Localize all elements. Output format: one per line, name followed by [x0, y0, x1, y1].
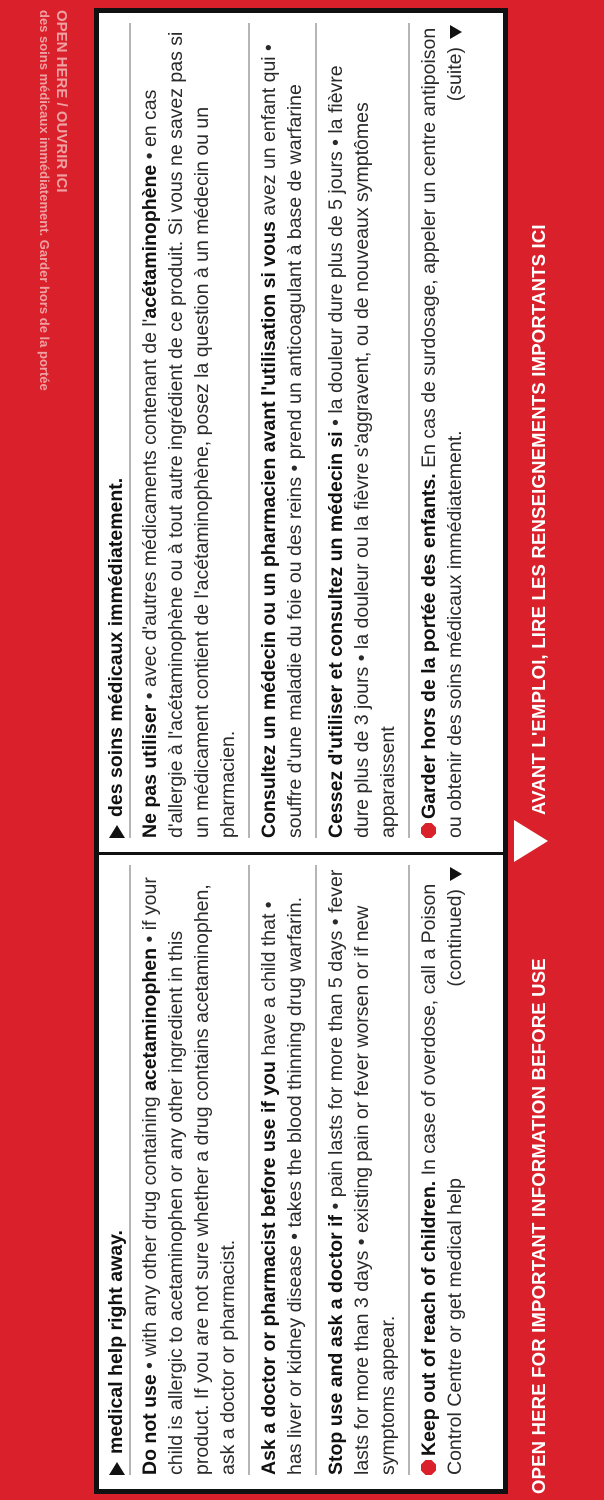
fr-garder-heading: Garder hors de la portée des enfants. — [418, 473, 440, 819]
triangle-right-icon — [109, 825, 125, 838]
fr-ne-pas-text1: • avec d'autres médicaments contenant de l' — [139, 318, 161, 700]
top-flap-fragment: des soins médicaux immédiatement. Garder hors de la portée — [37, 10, 52, 391]
fr-acetaminophene-bold: acétaminophène — [139, 164, 161, 319]
en-do-not-use-heading: Do not use — [139, 1374, 161, 1475]
open-here-french: AVANT L'EMPLOI, LIRE LES RENSEIGNEMENTS IMPORTANTS ICI — [528, 224, 549, 815]
en-do-not-use-section — [129, 865, 248, 1475]
arrow-down-icon — [514, 820, 548, 862]
triangle-down-icon — [450, 867, 462, 881]
en-keep-out-heading: Keep out of reach of children. — [418, 1180, 440, 1456]
fr-garder-section — [408, 23, 475, 838]
en-continued-text: (continued) — [444, 889, 466, 987]
top-flap-open-here: OPEN HERE / OUVRIR ICI — [53, 10, 70, 193]
en-stop-use-section — [315, 865, 408, 1475]
fr-cessez-heading: Cessez d'utiliser et consultez un médecin si — [325, 431, 347, 838]
en-acetaminophen-bold: acetaminophen — [139, 947, 161, 1091]
fr-garder-text: En cas de surdosage, appeler un centre antipoison ou obtenir des soins médicaux immédiatement. — [418, 27, 466, 838]
stop-sign-icon — [421, 823, 436, 838]
english-column — [99, 855, 503, 1489]
en-stop-use-heading: Stop use and ask a doctor if — [325, 1214, 347, 1475]
triangle-right-icon — [109, 1462, 125, 1475]
french-column — [99, 13, 503, 852]
open-here-strip[interactable] — [514, 0, 594, 1500]
triangle-down-icon — [450, 25, 462, 39]
en-stop-use-text: • pain lasts for more than 5 days • fever lasts for more than 3 days • existing pain or fever worsen or if new symptoms appear. — [325, 869, 399, 1475]
open-here-english: OPEN HERE FOR IMPORTANT INFORMATION BEFORE USE — [528, 958, 549, 1494]
fr-continued-marker — [442, 25, 468, 101]
fr-continued-text: (suite) — [444, 47, 466, 102]
fr-ne-pas-section — [129, 23, 248, 838]
en-continuation — [103, 865, 129, 1475]
fr-continuation — [103, 23, 129, 838]
en-continuation-text: medical help right away. — [105, 1230, 127, 1454]
fr-consultez-heading: Consultez un médecin ou un pharmacien avant l'utilisation si vous — [258, 221, 280, 838]
fr-continuation-text: des soins médicaux immédiatement. — [105, 477, 127, 817]
en-do-not-use-text1: • with any other drug containing — [139, 1096, 161, 1369]
en-ask-doctor-section — [248, 865, 315, 1475]
fr-cessez-text: • la douleur dure plus de 5 jours • la fièvre dure plus de 3 jours • la douleur ou la fièvre s'aggravent, ou de nouveaux symptômes apparaissent — [325, 65, 399, 838]
en-continued-marker — [442, 867, 468, 987]
en-keep-out-section — [408, 865, 475, 1475]
en-do-not-use-text2: • if your child is allergic to acetaminophen or any other ingredient in this product. If you are not sure whether a drug contains acetaminophen, ask a doctor or pharmacist. — [139, 877, 239, 1475]
top-flap-text — [10, 10, 70, 450]
column-divider — [99, 852, 503, 855]
fr-cessez-section — [315, 23, 408, 838]
drug-facts-panel — [94, 8, 508, 1494]
fr-ne-pas-heading: Ne pas utiliser — [139, 704, 161, 838]
en-keep-out-text: In case of overdose, call a Poison Control Centre or get medical help — [418, 883, 466, 1475]
stop-sign-icon — [421, 1460, 436, 1475]
en-ask-doctor-heading: Ask a doctor or pharmacist before use if you — [258, 1061, 280, 1475]
en-ask-doctor-text: have a child that • has liver or kidney disease • takes the blood thinning drug warfarin. — [258, 896, 306, 1475]
fr-consultez-text: avez un enfant qui • souffre d'une maladie du foie ou des reins • prend un anticoagulant à base de warfarine — [258, 44, 306, 838]
fr-consultez-section — [248, 23, 315, 838]
fr-ne-pas-text2: • en cas d'allergie à l'acétaminophène ou à tout autre ingrédient de ce produit. Si vous ne savez pas si un médicament contient de l'acétaminophène, posez la question à un médecin ou un pharmacien. — [139, 31, 239, 838]
